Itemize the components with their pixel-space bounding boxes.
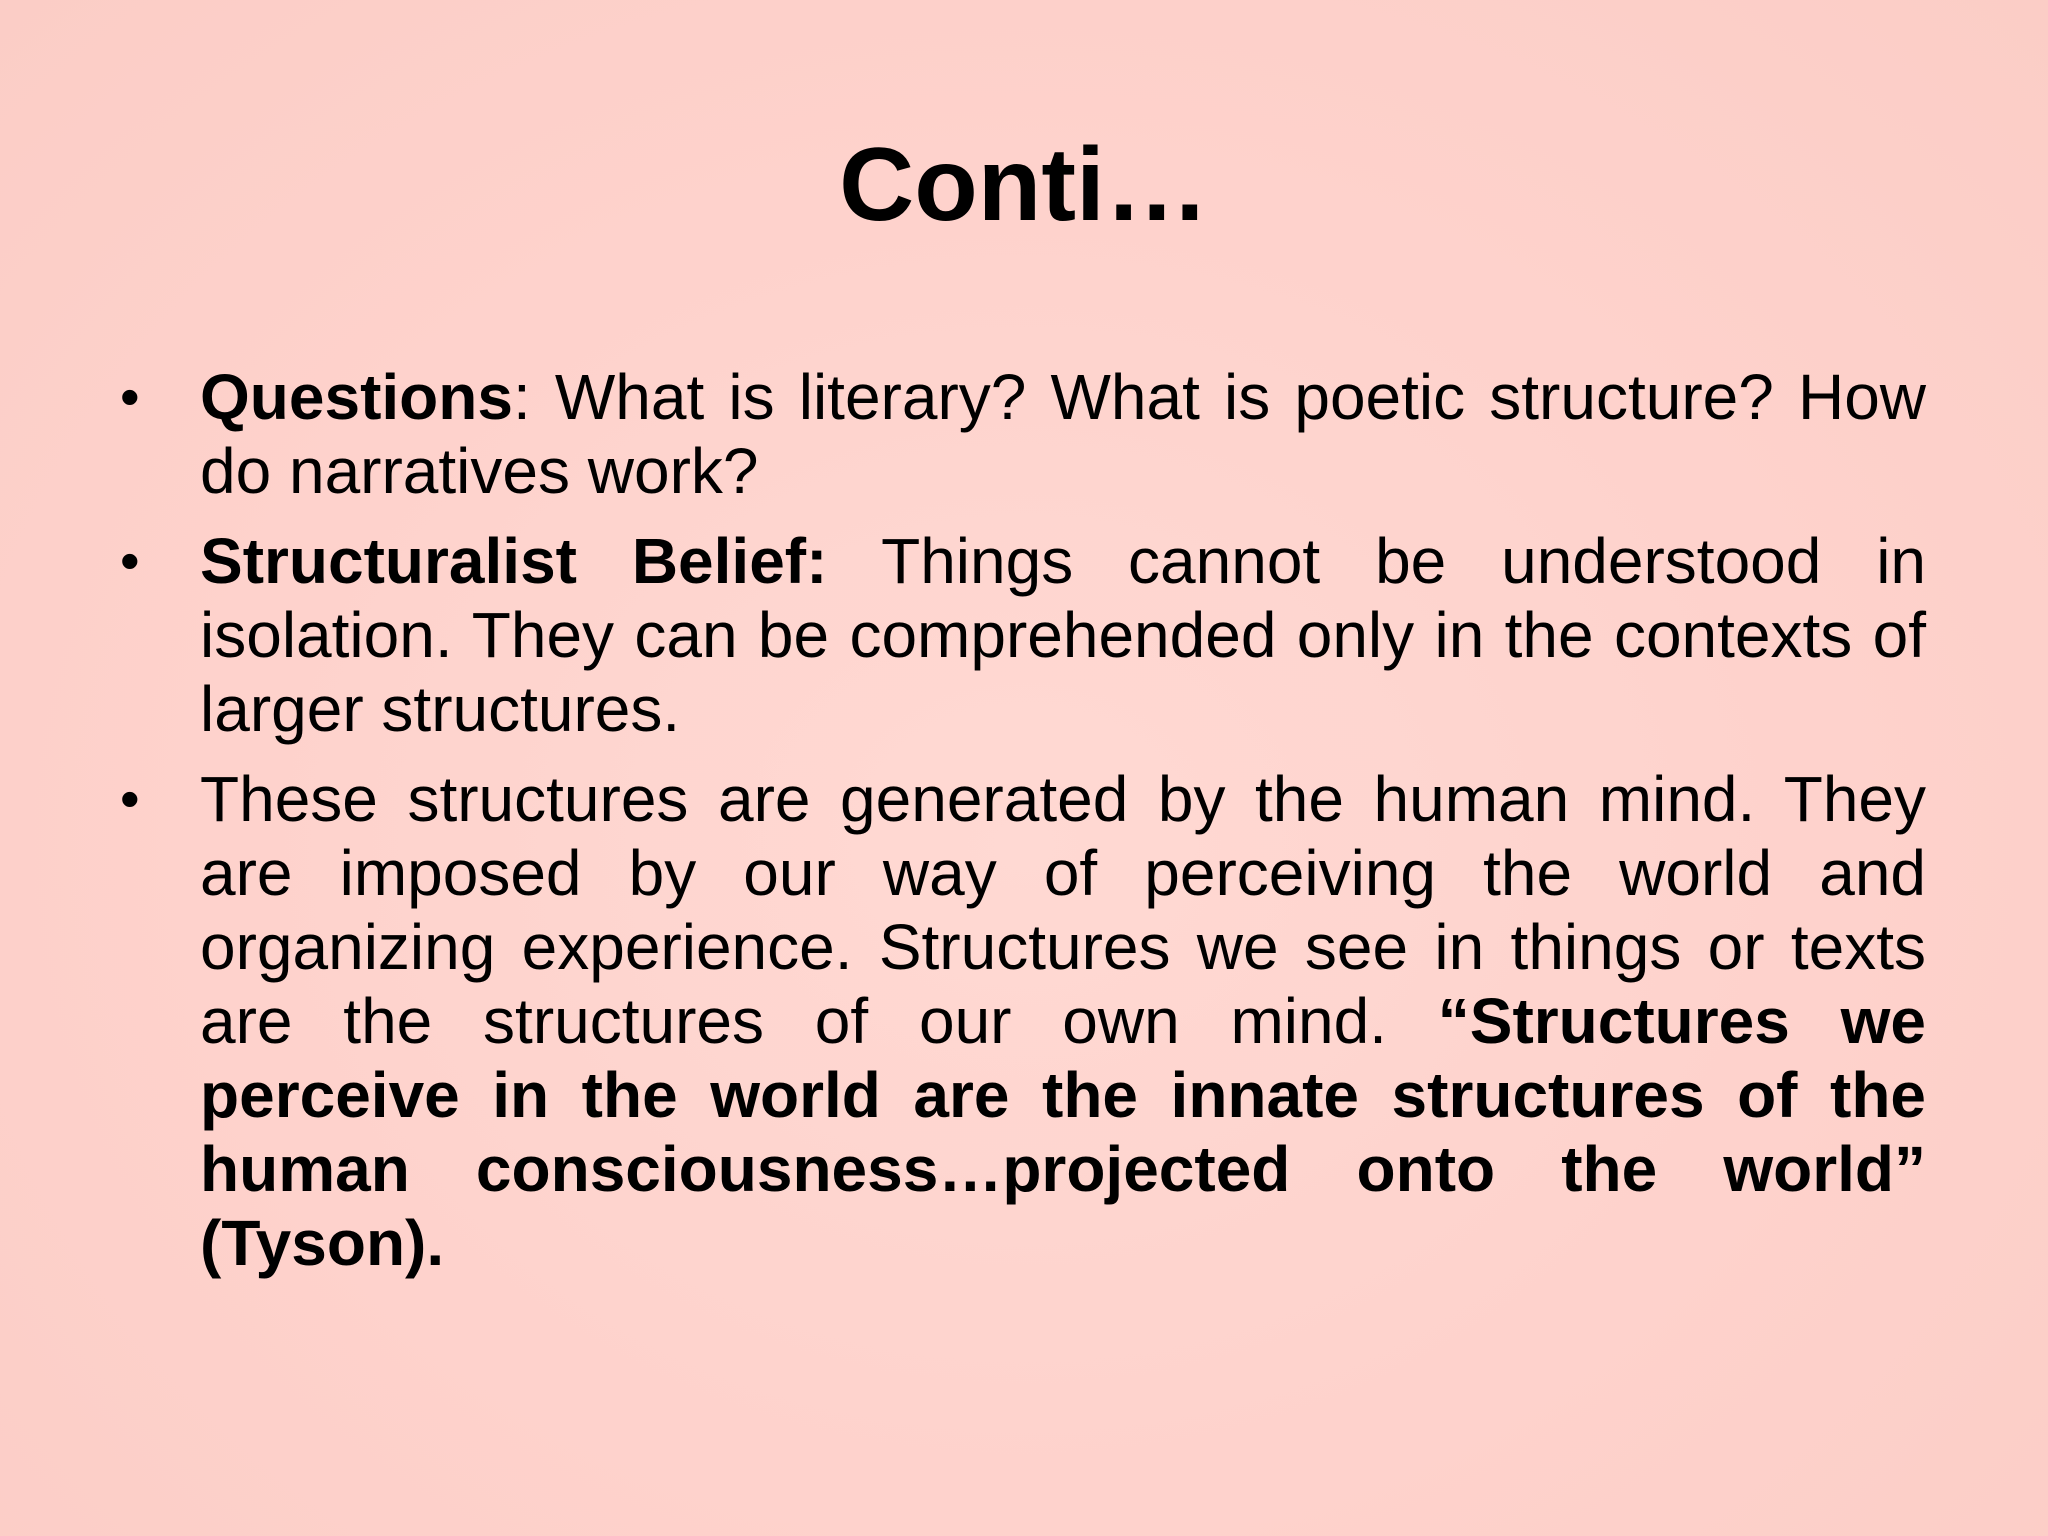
bullet-item-questions [120,360,1926,508]
bullet-marker: • [120,365,140,428]
bullet-text-questions: : What is literary? What is poetic structure? How do narratives work? [200,361,1926,507]
bullet-text-structuralist-belief: Things cannot be understood in isolation. They can be comprehended only in the contexts of larger structures. [200,525,1927,745]
bullet-text-structures-generated: These structures are generated by the human mind. They are imposed by our way of perceiving the world and organizing experience. Structures we see in things or texts are the structures of our own mind. [200,763,1926,1057]
bullet-marker: • [120,767,140,830]
bullet-label-questions: Questions [200,361,513,433]
bullet-quote-tyson: “Structures we perceive in the world are the innate structures of the human consciousness…projected onto the world” (Tyson). [200,985,1927,1279]
bullet-item-structuralist-belief [120,524,1926,746]
bullet-label-structuralist-belief: Structuralist Belief: [200,525,828,597]
slide-title: Conti… [839,127,1209,243]
bullet-list [120,360,1926,1296]
bullet-marker: • [120,529,140,592]
bullet-item-structures-generated [120,762,1926,1280]
